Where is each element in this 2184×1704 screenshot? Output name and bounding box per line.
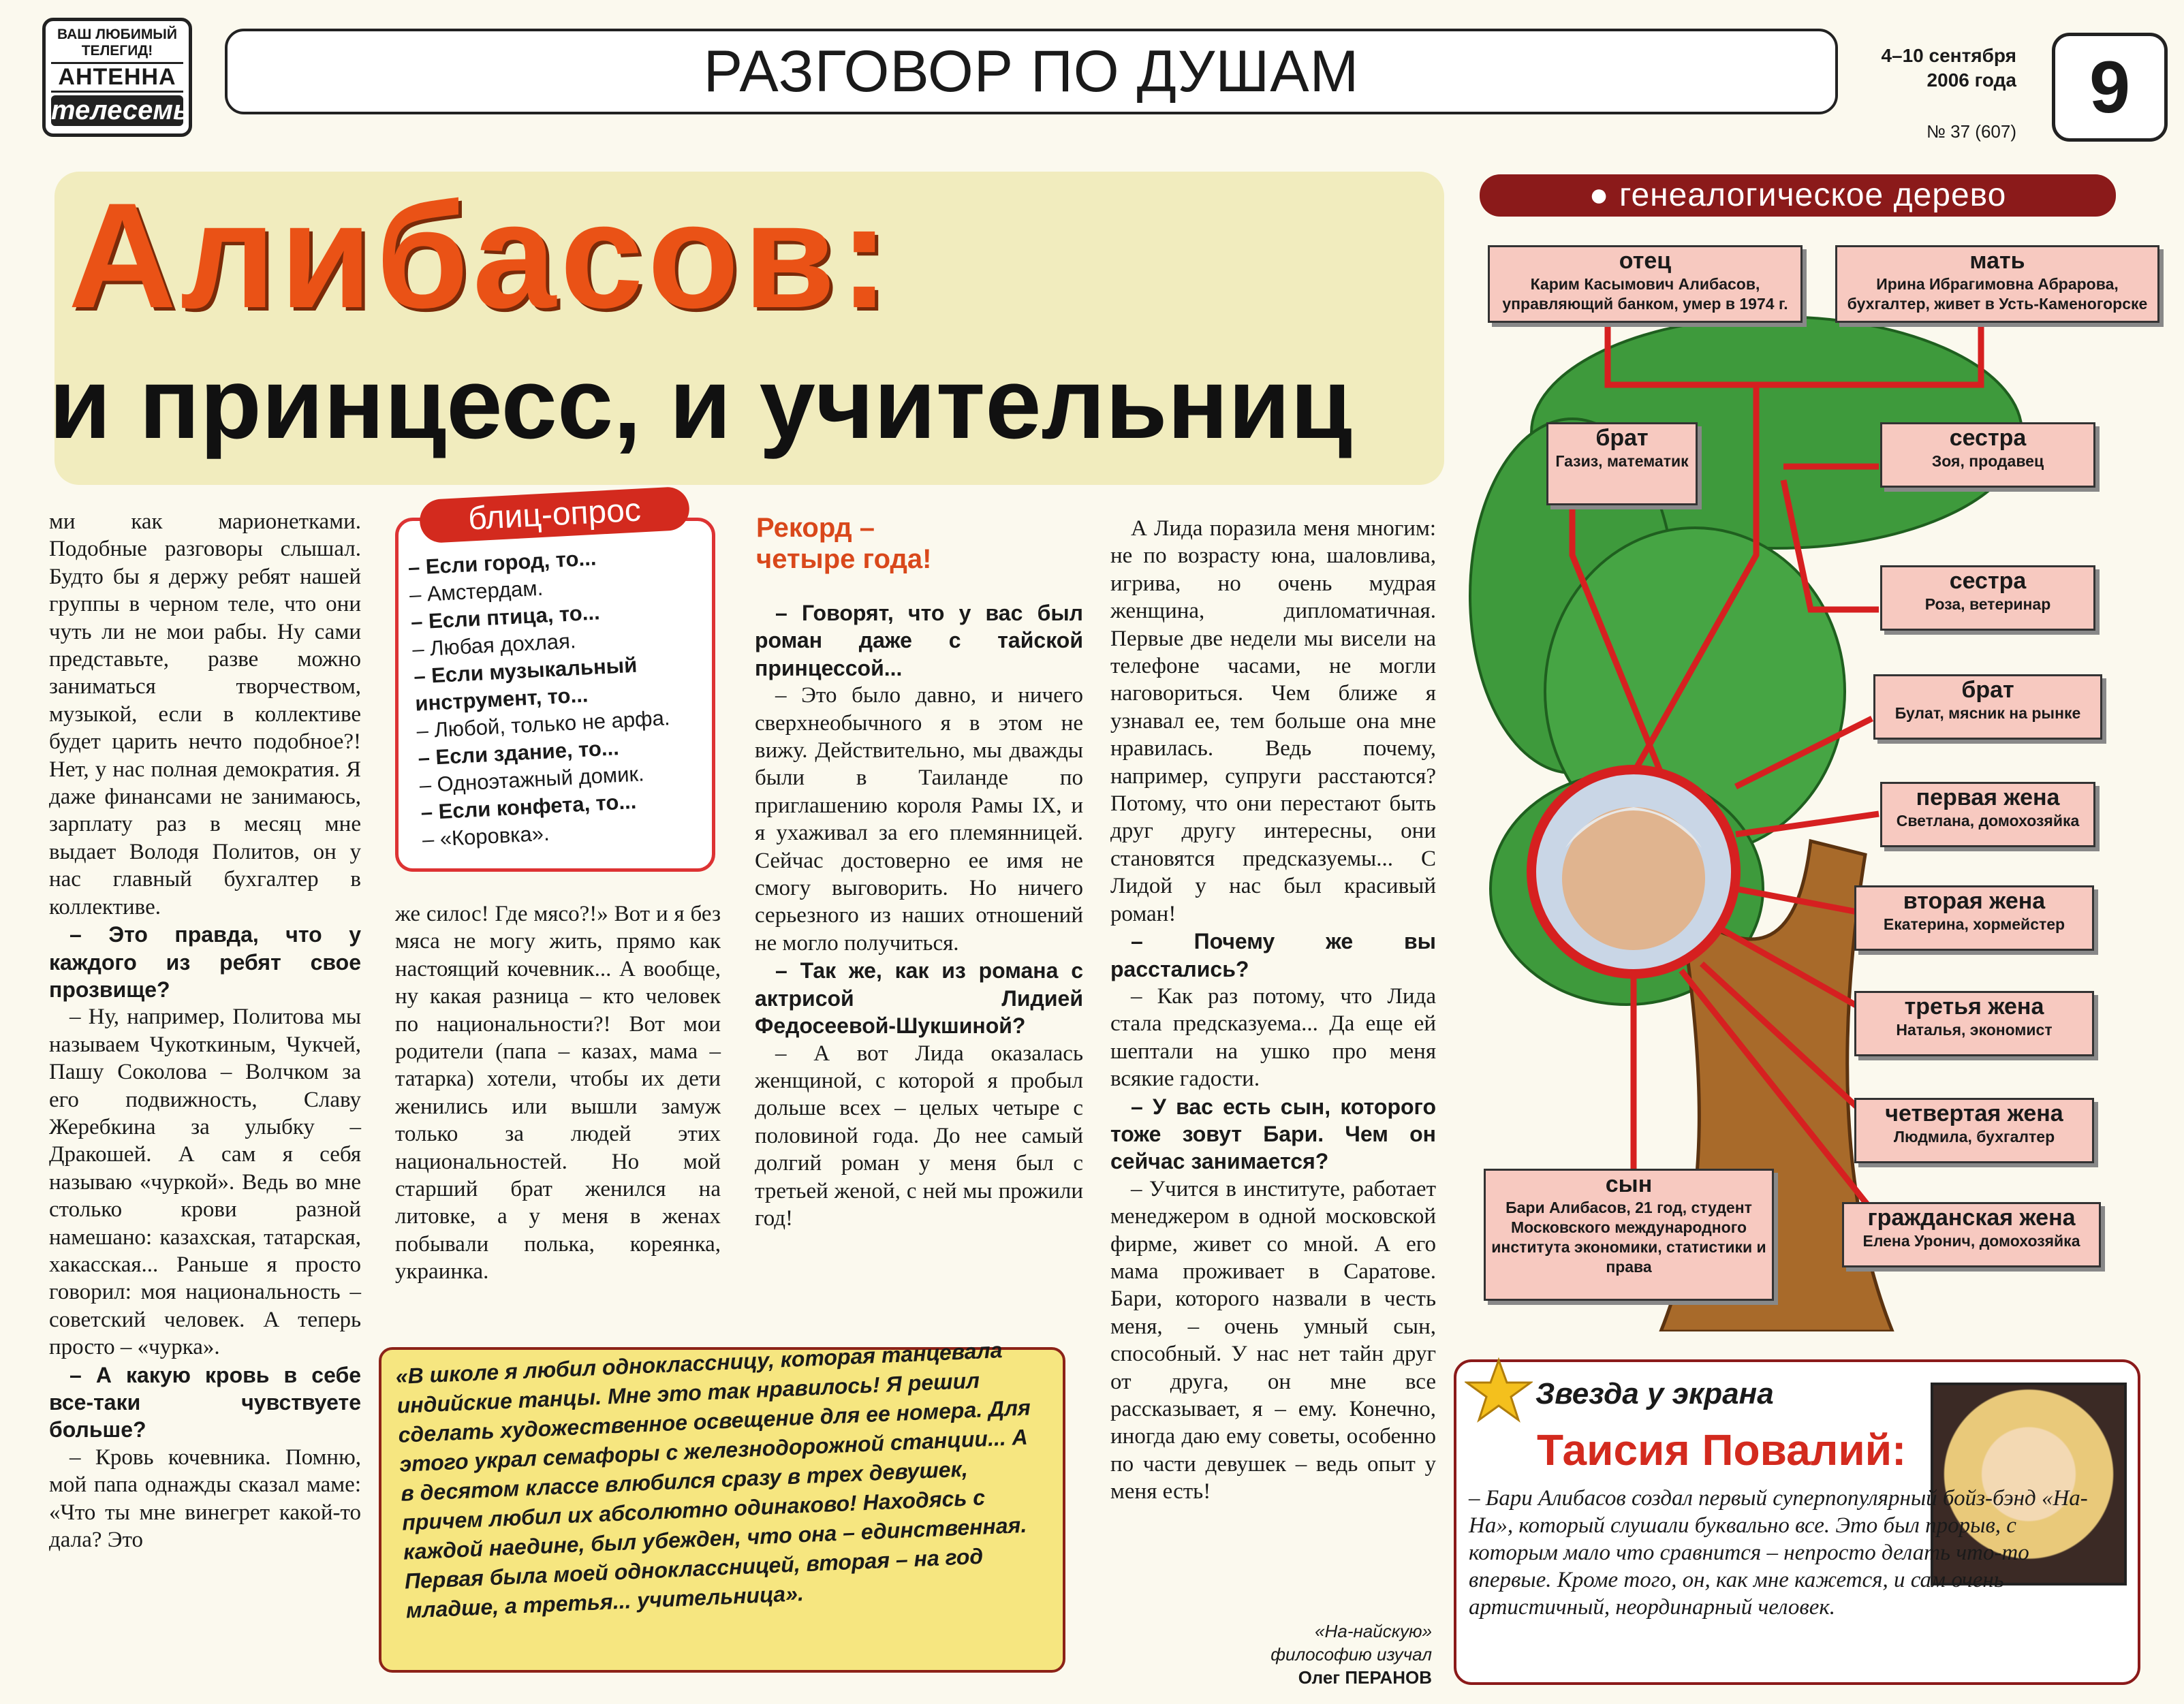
author-name: Олег ПЕРАНОВ (1298, 1667, 1432, 1688)
blitz-answer: – Амстердам. (409, 575, 544, 607)
blitz-poll-title: блиц-опрос (419, 486, 691, 544)
section-rubric: РАЗГОВОР ПО ДУШАМ (225, 29, 1838, 114)
star-icon (1465, 1357, 1533, 1425)
family-member-relation: брат (1595, 425, 1649, 451)
blitz-answer: – Любой, только не арфа. (416, 706, 671, 743)
family-tree-title: ● генеалогическое дерево (1480, 174, 2116, 217)
interview-question: – Так же, как из романа с актрисой Лидией Федосеевой-Шукшиной? (755, 958, 1083, 1039)
family-member-description: Роза, ветеринар (1924, 595, 2051, 613)
signature-line-1: «На-найскую» (1315, 1621, 1432, 1641)
family-member-description: Людмила, бухгалтер (1893, 1128, 2055, 1146)
section-subheading: Рекорд – четыре года! (756, 513, 932, 574)
family-member-node (1842, 1202, 2101, 1267)
interview-answer: А Лида поразила меня многим: не по возрасту юна, шаловлива, игрива, но очень мудрая женщина, дипломатичная. Первые две недели мы висели на телефоне часами, не могли наговориться. Чем ближе я узнавал ее, тем больше она мне нравилась. Ведь почему, например, супруги расстаются? Потому, что они перестают быть друг другу интересны, они становятся предсказуемы... С Лидой у нас был красивый роман! (1110, 516, 1436, 926)
family-member-node (1880, 565, 2095, 631)
star-quote-text: – Бари Алибасов создал первый суперпопулярный бойз-бэнд «На-На», который слушали буквально все. Это был прорыв, с которым мало что сравнится – непросто делать что-то впервые. Кроме того, он, как мне кажется, и сам очень артистичный, неординарный человек. (1469, 1486, 2088, 1620)
family-member-relation: сестра (1949, 568, 2027, 594)
logo-slogan-2: ТЕЛЕГИД! (81, 43, 153, 59)
family-member-description: Бари Алибасов, 21 год, студент Московского международного института экономики, статистики и права (1491, 1199, 1766, 1276)
article-column-2 (395, 900, 721, 1286)
interview-answer: – Это было давно, и ничего сверхнеобычного я в этом не вижу. Действительно, мы дважды были в Таиланде по приглашению короля Рамы IX, и я ухаживал за его племянницей. Сейчас достоверно ее имя не смогу выговорить. Но ничего серьезного из наших отношений не могло получиться. (755, 683, 1083, 956)
blitz-question: – Если город, то... (407, 546, 597, 580)
blitz-question: – Если здание, то... (417, 736, 620, 770)
star-heading: Звезда у экрана (1535, 1377, 1774, 1410)
family-member-description: Елена Уронич, домохозяйка (1862, 1232, 2080, 1250)
family-member-relation: сын (1605, 1171, 1653, 1197)
blitz-answer: – Любая дохлая. (411, 629, 577, 661)
family-member-relation: первая жена (1916, 785, 2060, 810)
interview-question: – А какую кровь в себе все-таки чувствуете больше? (49, 1362, 361, 1442)
family-member-relation: мать (1969, 248, 2025, 274)
interview-question: – У вас есть сын, которого тоже зовут Бари. Чем он сейчас занимается? (1110, 1094, 1436, 1174)
family-member-node (1880, 422, 2095, 488)
family-member-description: Зоя, продавец (1931, 452, 2044, 470)
family-member-relation: третья жена (1904, 994, 2044, 1020)
family-member-relation: вторая жена (1903, 888, 2046, 914)
quote-text: «В школе я любил одноклассницу, которая танцевала индийские танцы. Мне это так нравилось! Я решил сделать художественное освещение для ее номера. Для этого украл семафоры с железнодорожной станции... А в десятом классе влюбился сразу в трех девушек, причем любил их абсолютно одинаково! Находясь с каждой наедине, был убежден, что она – единственная. Первая была моей одноклассницей, вторая – на год младше, а третья... учительница». (395, 1338, 1031, 1623)
family-member-relation: брат (1961, 677, 2014, 703)
family-member-relation: отец (1619, 248, 1672, 274)
family-member-description: Светлана, домохозяйка (1896, 812, 2080, 830)
family-member-node (1488, 245, 1803, 323)
star-name: Таисия Повалий: (1537, 1425, 1907, 1474)
signature-line-2: философию изучал (1270, 1644, 1432, 1664)
interview-answer: – Ну, например, Политова мы называем Чукоткиным, Чукчей, Пашу Соколова – Волчком за его подвижность, Славу Жеребкина за улыбку – Дракошей. А сам я себя называю «чуркой». Ведь во мне столько крови разной намешано: казахская, татарская, хакасская... Раньше я просто говорил: моя национальность – советский человек. А теперь просто – «чурка». (49, 1005, 361, 1360)
family-member-node (1546, 422, 1698, 505)
article-column-3 (755, 599, 1083, 1232)
family-member-node (1854, 885, 2094, 951)
logo-antenna: АНТЕННА (51, 62, 183, 93)
magazine-logo (42, 18, 192, 137)
blitz-question: – Если музыкальный инструмент, то... (413, 652, 638, 716)
family-tree-title-text: генеалогическое дерево (1619, 177, 2007, 213)
family-member-description: Наталья, экономист (1896, 1021, 2053, 1039)
article-column-4 (1110, 515, 1436, 1506)
family-member-node (1854, 991, 2094, 1056)
interview-answer: – А вот Лида оказалась женщиной, с которой я пробыл дольше всех – целых четыре с половиной года. До нее самый долгий роман у меня был с третьей женой, с ней мы прожили год! (755, 1041, 1083, 1231)
family-member-node (1835, 245, 2159, 323)
article-column-1 (49, 508, 361, 1553)
family-member-relation: гражданская жена (1867, 1205, 2076, 1231)
interview-answer: – Кровь кочевника. Помню, мой папа однажды сказал маме: «Что ты мне винегрет какой-то дала? Это (49, 1445, 361, 1553)
family-member-description: Булат, мясник на рынке (1894, 704, 2081, 722)
blitz-answer: – Одноэтажный домик. (418, 761, 645, 798)
logo-telesem: телесемь (51, 95, 189, 125)
interview-question: – Говорят, что у вас был роман даже с тайской принцессой... (755, 601, 1083, 680)
interview-answer: ми как марионетками. Подобные разговоры слышал. Будто бы я держу ребят нашей группы в черном теле, что они чуть ли не мои рабы. Ну сами представьте, разве можно заниматься творчеством, музыкой, если в коллективе будет царить нечто подобное?! Нет, у нас полная демократия. Я даже финансами не занимаюсь, зарплату раз в месяц мне выдает Володя Политов, он у нас главный бухгалтер в коллективе. (49, 509, 361, 919)
interview-answer: – Как раз потому, что Лида стала предсказуема... Да еще ей шептали на ушко про меня всякие гадости. (1110, 983, 1436, 1092)
family-member-description: Ирина Ибрагимовна Абрарова, бухгалтер, живет в Усть-Каменогорске (1847, 275, 2148, 313)
issue-number: № 37 (607) (1926, 121, 2016, 142)
issue-year: 2006 года (1926, 69, 2016, 91)
family-member-node (1873, 674, 2102, 740)
headline-title: Алибасов: (68, 172, 894, 339)
family-member-node (1484, 1169, 1774, 1301)
column-2-paragraph: же силос! Где мясо?!» Вот и я без мяса не могу жить, прямо как настоящий кочевник... А вообще, ну какая разница – кто человек по национальности?! Вот мои родители (папа – казах, мама – татарка) хотели, чтобы их дети женились или вышли замуж только за людей этих национальностей. Но мой старший брат женился на литовке, а у меня в женах побывали полька, кореянка, украинка. (395, 902, 721, 1284)
article-signature (1117, 1620, 1432, 1689)
interview-question: – Это правда, что у каждого из ребят свое прозвище? (49, 922, 361, 1002)
blitz-question: – Если птица, то... (410, 600, 601, 634)
signature-author (1117, 1666, 1432, 1689)
headline-subtitle: и принцесс, и учительниц (49, 347, 1352, 460)
blitz-poll-list (407, 539, 722, 853)
blitz-question: – Если конфета, то... (420, 789, 637, 825)
interview-question: – Почему же вы расстались? (1110, 929, 1436, 981)
family-member-node (1880, 782, 2095, 847)
family-member-relation: сестра (1949, 425, 2027, 451)
family-member-description: Карим Касымович Алибасов, управляющий банком, умер в 1974 г. (1502, 275, 1788, 313)
page-number: 9 (2052, 33, 2168, 142)
issue-dates (1839, 44, 2016, 93)
interview-answer: – Учится в институте, работает менеджером в одной московской фирме, живет со мной. А его мама проживает в Саратове. Бари, которого назвали в честь меня, – очень умный сын, способный. У нас нет тайн друг от друга, он мне все рассказывает, я – ему. Конечно, иногда даю ему советы, особенно по части девушек – ведь опыт у меня есть! (1110, 1176, 1436, 1504)
issue-date-range: 4–10 сентября (1881, 45, 2016, 66)
logo-slogan-1: ВАШ ЛЮБИМЫЙ (57, 27, 177, 42)
blitz-answer: – «Коровка». (422, 821, 550, 852)
family-member-description: Екатерина, хормейстер (1883, 915, 2065, 933)
family-member-description: Газиз, математик (1555, 452, 1689, 470)
family-member-node (1854, 1098, 2094, 1163)
family-member-relation: четвертая жена (1885, 1101, 2063, 1126)
